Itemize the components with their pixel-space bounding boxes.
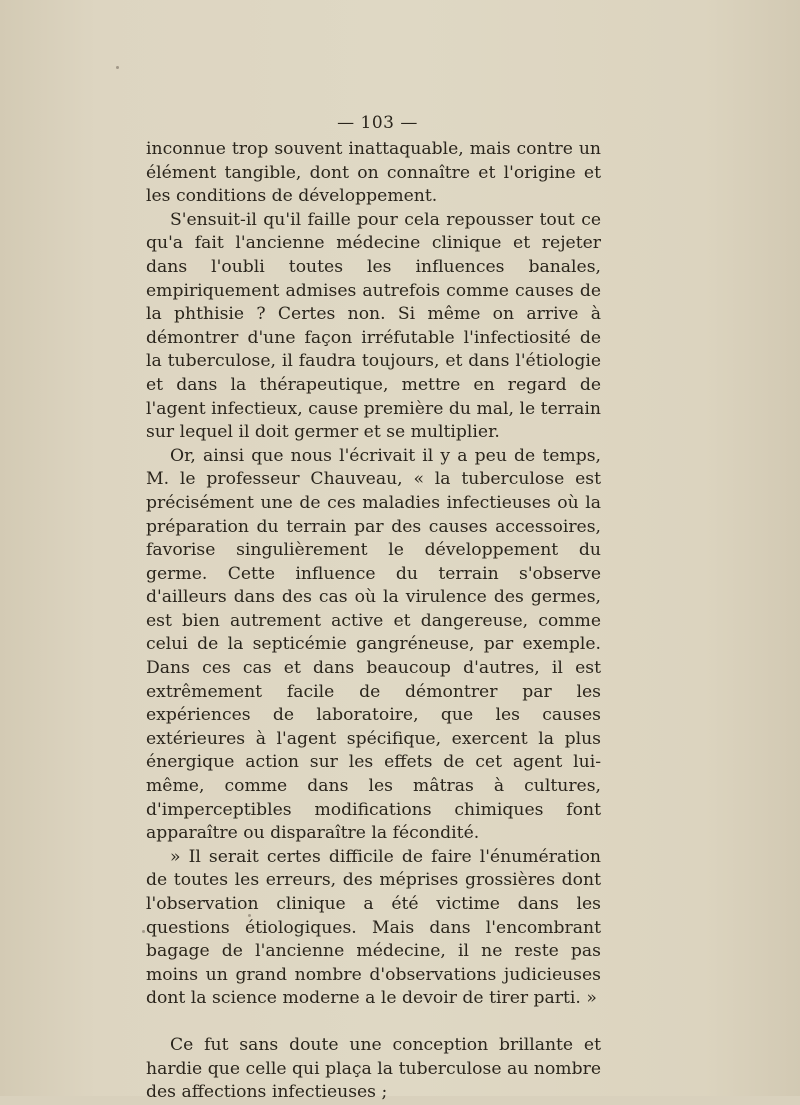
paragraph-2: S'ensuit-il qu'il faille pour cela repousser tout ce qu'a fait l'ancienne médecine clinique et rejeter dans l'oubli toutes les influences banales, empiriquement admises autrefois comme causes de la phthisie ? Certes non. Si même on arrive à démontrer d'une façon irréfutable l'infectiosité de la tuberculose, il faudra toujours, et dans l'étiologie et dans la thérapeutique, mettre en regard de l'agent infectieux, cause première du mal, le terrain sur lequel il doit germer et se multiplier. (146, 209, 601, 443)
paragraph-5: Ce fut sans doute une conception brillante et hardie que celle qui plaça la tuberculose au nombre des affections infectieuses ; (146, 1034, 601, 1103)
page-number: — 103 — (337, 113, 418, 133)
paper-speck (142, 930, 145, 933)
paper-speck (248, 914, 251, 917)
paragraph-1: inconnue trop souvent inattaquable, mais contre un élément tangible, dont on connaître et l'origine et les conditions de développement. (146, 139, 601, 207)
body-text (146, 138, 601, 1105)
paragraph-4: » Il serait certes difficile de faire l'énumération de toutes les erreurs, des méprises grossières dont l'observation clinique a été victime dans les questions étiologiques. Mais dans l'encombrant bagage de l'ancienne médecine, il ne reste pas moins un grand nombre d'observations judicieuses dont la science moderne a le devoir de tirer parti. » (146, 846, 601, 1009)
paper-speck (116, 66, 119, 69)
paragraph-3: Or, ainsi que nous l'écrivait il y a peu de temps, M. le professeur Chauveau, « la tuberculose est précisément une de ces maladies infectieuses où la préparation du terrain par des causes accessoires, favorise singulièrement le développement du germe. Cette influence du terrain s'observe d'ailleurs dans des cas où la virulence des germes, est bien autrement active et dangereuse, comme celui de la septicémie gangréneuse, par exemple. Dans ces cas et dans beaucoup d'autres, il est extrêmement facile de démontrer par les expériences de laboratoire, que les causes extérieures à l'agent spécifique, exercent la plus énergique action sur les effets de cet agent lui-même, comme dans les mâtras à cultures, d'imperceptibles modifications chimiques font apparaître ou disparaître la fécondité. (146, 445, 601, 844)
